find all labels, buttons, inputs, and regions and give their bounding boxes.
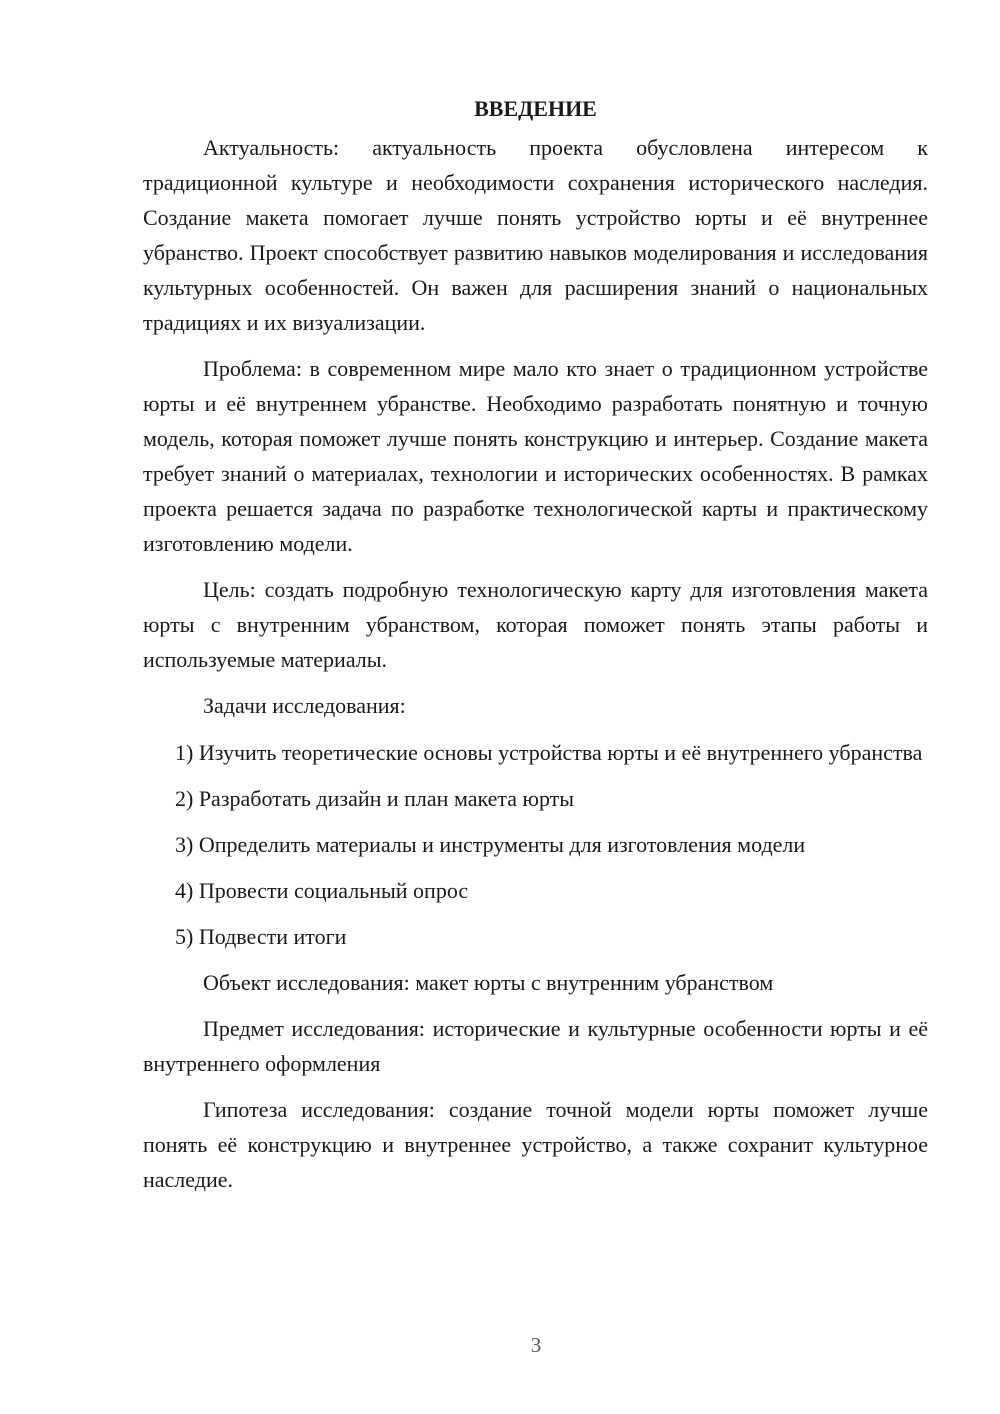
hypothesis-paragraph: Гипотеза исследования: создание точной модели юрты поможет лучше понять её конструкцию и внутреннее устройство, а также сохранит культурное наследие. <box>143 1097 928 1192</box>
page-number: 3 <box>530 1333 542 1357</box>
task-item-2: 2) Разработать дизайн и план макета юрты <box>175 786 575 811</box>
section-title: ВВЕДЕНИЕ <box>474 96 597 121</box>
tasks-heading: Задачи исследования: <box>203 693 406 718</box>
task-item-3: 3) Определить материалы и инструменты для изготовления модели <box>175 832 806 857</box>
problem-paragraph: Проблема: в современном мире мало кто знает о традиционном устройстве юрты и её внутреннем убранстве. Необходимо разработать понятную и точную модель, которая поможет лучше понять конструкцию и интерьер. Создание макета требует знаний о материалах, технологии и исторических особенностях. В рамках проекта решается задача по разработке технологической карты и практическому изготовлению модели. <box>143 356 928 556</box>
goal-paragraph: Цель: создать подробную технологическую карту для изготовления макета юрты с внутренним убранством, которая поможет понять этапы работы и используемые материалы. <box>143 577 928 672</box>
task-item-4: 4) Провести социальный опрос <box>175 878 469 903</box>
object-paragraph: Объект исследования: макет юрты с внутренним убранством <box>203 970 774 995</box>
document-page <box>143 92 928 1197</box>
subject-paragraph: Предмет исследования: исторические и культурные особенности юрты и её внутреннего оформления <box>143 1016 928 1076</box>
task-item-5: 5) Подвести итоги <box>175 924 347 949</box>
task-item-1: 1) Изучить теоретические основы устройства юрты и её внутреннего убранства <box>175 740 923 765</box>
relevance-paragraph: Актуальность: актуальность проекта обусловлена интересом к традиционной культуре и необходимости сохранения исторического наследия. Создание макета помогает лучше понять устройство юрты и её внутреннее убранство. Проект способствует развитию навыков моделирования и исследования культурных особенностей. Он важен для расширения знаний о национальных традициях и их визуализации. <box>143 135 928 335</box>
